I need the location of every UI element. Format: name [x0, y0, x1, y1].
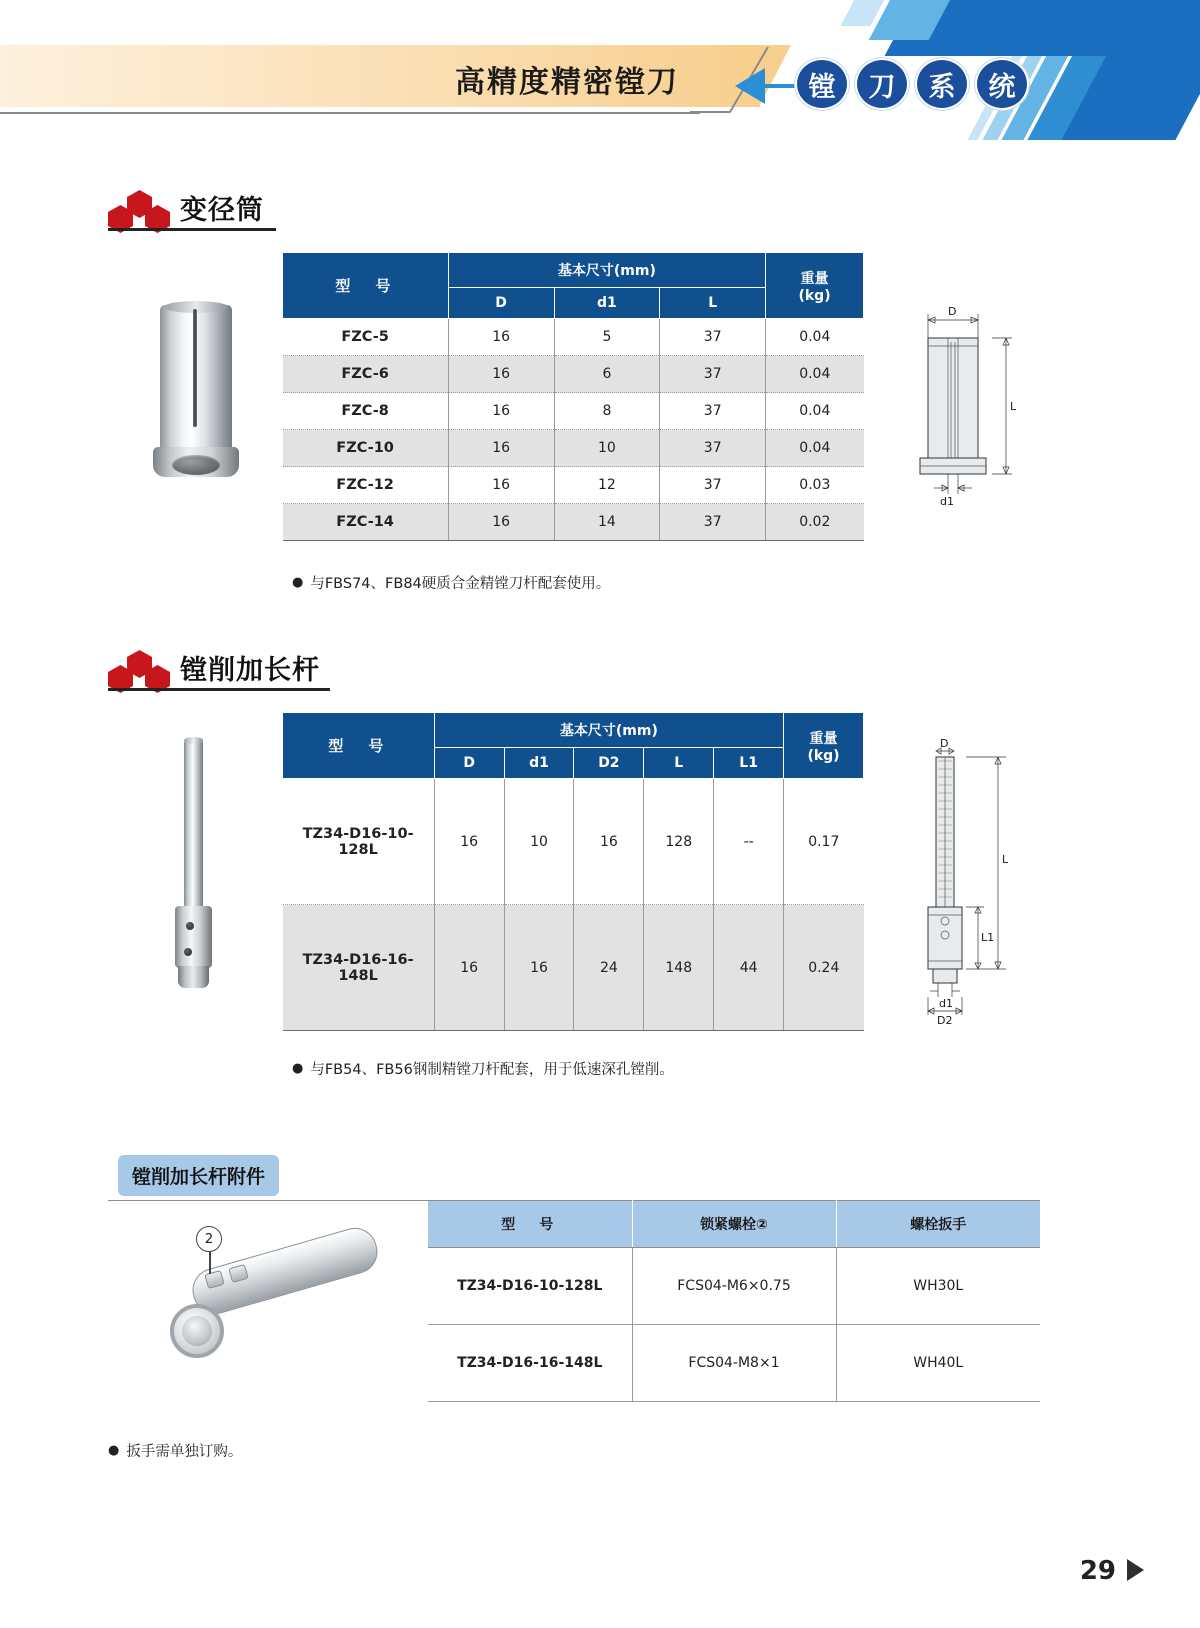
header-underline — [0, 112, 700, 114]
th-weight-line1: 重量 — [800, 270, 829, 287]
cell-model: FZC-12 — [283, 467, 449, 504]
cell-D2: 24 — [574, 905, 644, 1031]
cell-D: 16 — [448, 393, 554, 430]
note-text: 与FB54、FB56钢制精镗刀杆配套，用于低速深孔镗削。 — [310, 1062, 674, 1078]
th-D2: D2 — [574, 748, 644, 779]
th-D: D — [434, 748, 504, 779]
cell-kg: 0.04 — [766, 356, 864, 393]
cell-kg: 0.04 — [766, 430, 864, 467]
left-arrow-tail — [763, 84, 799, 88]
technical-drawing-extension-bar — [900, 735, 1070, 1025]
cell-L: 37 — [660, 319, 766, 356]
cell-D: 16 — [434, 779, 504, 905]
cell-kg: 0.24 — [784, 905, 864, 1031]
cell-L: 148 — [644, 905, 714, 1031]
th-weight — [784, 713, 864, 779]
table-header-extension-bar — [283, 713, 864, 779]
cell-d1: 6 — [554, 356, 660, 393]
cell-d1: 12 — [554, 467, 660, 504]
cell-D2: 16 — [574, 779, 644, 905]
cell-model: FZC-14 — [283, 504, 449, 541]
product-photo-extension-bar — [172, 740, 232, 1000]
cell-model: TZ34-D16-10-128L — [283, 779, 435, 905]
th-weight — [766, 253, 864, 319]
page-number: 29 — [1079, 1556, 1116, 1586]
th-bolt-wrench: 螺栓扳手 — [836, 1201, 1040, 1248]
drawing-label-d1: d1 — [940, 495, 954, 508]
drawing-label-L: L — [1010, 400, 1017, 413]
cell-model: FZC-10 — [283, 430, 449, 467]
callout-leader-line — [209, 1252, 211, 1274]
table-row — [283, 504, 864, 541]
cell-bolt: FCS04-M8×1 — [632, 1325, 836, 1402]
cell-L: 37 — [660, 467, 766, 504]
cell-L: 37 — [660, 504, 766, 541]
bullet-icon: ● — [108, 1443, 120, 1458]
th-L1: L1 — [714, 748, 784, 779]
table-body-extension-bar — [283, 779, 864, 1031]
header-badge-1: 镗 — [795, 58, 849, 110]
accessories-label: 镗削加长杆附件 — [118, 1155, 279, 1196]
note-text: 扳手需单独订购。 — [126, 1444, 243, 1460]
th-model: 型 号 — [283, 253, 449, 319]
table-row — [283, 319, 864, 356]
section-heading-reducer-sleeve — [108, 190, 264, 224]
cell-model: TZ34-D16-16-148L — [283, 905, 435, 1031]
th-d1: d1 — [554, 288, 660, 319]
header-badge-2: 刀 — [855, 58, 909, 110]
drawing-label-D: D — [948, 305, 957, 318]
table-header-reducer-sleeve — [283, 253, 864, 319]
th-L: L — [644, 748, 714, 779]
section-heading-extension-bar — [108, 650, 320, 684]
cell-D: 16 — [448, 504, 554, 541]
table-row — [428, 1325, 1040, 1402]
cell-L: 128 — [644, 779, 714, 905]
th-weight-line2: (kg) — [798, 287, 831, 304]
cell-D: 16 — [448, 356, 554, 393]
cell-model: FZC-8 — [283, 393, 449, 430]
th-weight-line2: (kg) — [807, 747, 840, 764]
th-model: 型 号 — [283, 713, 435, 779]
th-model: 型 号 — [428, 1201, 632, 1248]
table-extension-bar — [282, 712, 864, 1031]
table-row — [283, 356, 864, 393]
table-body-reducer-sleeve — [283, 319, 864, 541]
note-text: 与FBS74、FB84硬质合金精镗刀杆配套使用。 — [310, 576, 611, 592]
th-D: D — [448, 288, 554, 319]
bullet-icon: ● — [292, 1061, 304, 1076]
cell-L1: -- — [714, 779, 784, 905]
th-locking-bolt: 锁紧螺栓② — [632, 1201, 836, 1248]
cell-D: 16 — [448, 430, 554, 467]
section-rule-1 — [108, 228, 276, 231]
cell-model: TZ34-D16-10-128L — [428, 1248, 632, 1325]
table-row — [283, 393, 864, 430]
table-header-accessories — [428, 1201, 1040, 1248]
cell-kg: 0.04 — [766, 393, 864, 430]
cell-d1: 8 — [554, 393, 660, 430]
cell-model: TZ34-D16-16-148L — [428, 1325, 632, 1402]
note-reducer-sleeve — [292, 572, 610, 593]
cell-kg: 0.17 — [784, 779, 864, 905]
cell-L: 37 — [660, 393, 766, 430]
cell-d1: 10 — [504, 779, 574, 905]
header-badge-4: 统 — [975, 58, 1029, 110]
cell-D: 16 — [448, 319, 554, 356]
right-triangle-icon — [1127, 1559, 1144, 1581]
cell-model: FZC-6 — [283, 356, 449, 393]
drawing-label-D: D — [940, 737, 949, 750]
left-arrow-icon — [735, 68, 765, 104]
table-row — [283, 467, 864, 504]
cell-L: 37 — [660, 356, 766, 393]
cell-d1: 14 — [554, 504, 660, 541]
bullet-icon: ● — [292, 575, 304, 590]
th-basic-dimensions: 基本尺寸(mm) — [434, 713, 783, 748]
note-extension-bar — [292, 1058, 674, 1079]
table-body-accessories — [428, 1248, 1040, 1402]
cell-L1: 44 — [714, 905, 784, 1031]
technical-drawing-reducer-sleeve — [900, 300, 1060, 510]
product-photo-reducer-sleeve — [160, 305, 260, 500]
table-row — [428, 1248, 1040, 1325]
cell-d1: 10 — [554, 430, 660, 467]
cell-d1: 16 — [504, 905, 574, 1031]
cell-L: 37 — [660, 430, 766, 467]
th-basic-dimensions: 基本尺寸(mm) — [448, 253, 765, 288]
cell-bolt: FCS04-M6×0.75 — [632, 1248, 836, 1325]
section-title-extension-bar: 镗削加长杆 — [180, 655, 320, 686]
product-photo-accessory — [130, 1230, 420, 1390]
section-title-reducer-sleeve: 变径筒 — [180, 195, 264, 226]
cell-kg: 0.04 — [766, 319, 864, 356]
header-badge-3: 系 — [915, 58, 969, 110]
red-hex-cluster-icon — [108, 190, 170, 224]
page-header — [0, 0, 1200, 140]
drawing-label-L: L — [1002, 853, 1009, 866]
header-badge-group — [795, 58, 1029, 110]
th-d1: d1 — [504, 748, 574, 779]
cell-D: 16 — [448, 467, 554, 504]
cell-model: FZC-5 — [283, 319, 449, 356]
cell-D: 16 — [434, 905, 504, 1031]
cell-kg: 0.03 — [766, 467, 864, 504]
drawing-label-D2: D2 — [937, 1014, 953, 1025]
th-L: L — [660, 288, 766, 319]
drawing-label-L1: L1 — [981, 931, 995, 944]
cell-d1: 5 — [554, 319, 660, 356]
cell-kg: 0.02 — [766, 504, 864, 541]
table-row — [283, 905, 864, 1031]
page-title: 高精度精密镗刀 — [455, 65, 679, 100]
note-accessories — [108, 1440, 242, 1461]
th-weight-line1: 重量 — [809, 730, 838, 747]
callout-badge-2: 2 — [196, 1226, 222, 1252]
section-rule-2 — [108, 688, 330, 691]
table-row — [283, 430, 864, 467]
red-hex-cluster-icon — [108, 650, 170, 684]
table-reducer-sleeve — [282, 252, 864, 541]
cell-wrench: WH30L — [836, 1248, 1040, 1325]
drawing-label-d1: d1 — [939, 997, 953, 1010]
table-accessories — [428, 1200, 1040, 1402]
cell-wrench: WH40L — [836, 1325, 1040, 1402]
table-row — [283, 779, 864, 905]
